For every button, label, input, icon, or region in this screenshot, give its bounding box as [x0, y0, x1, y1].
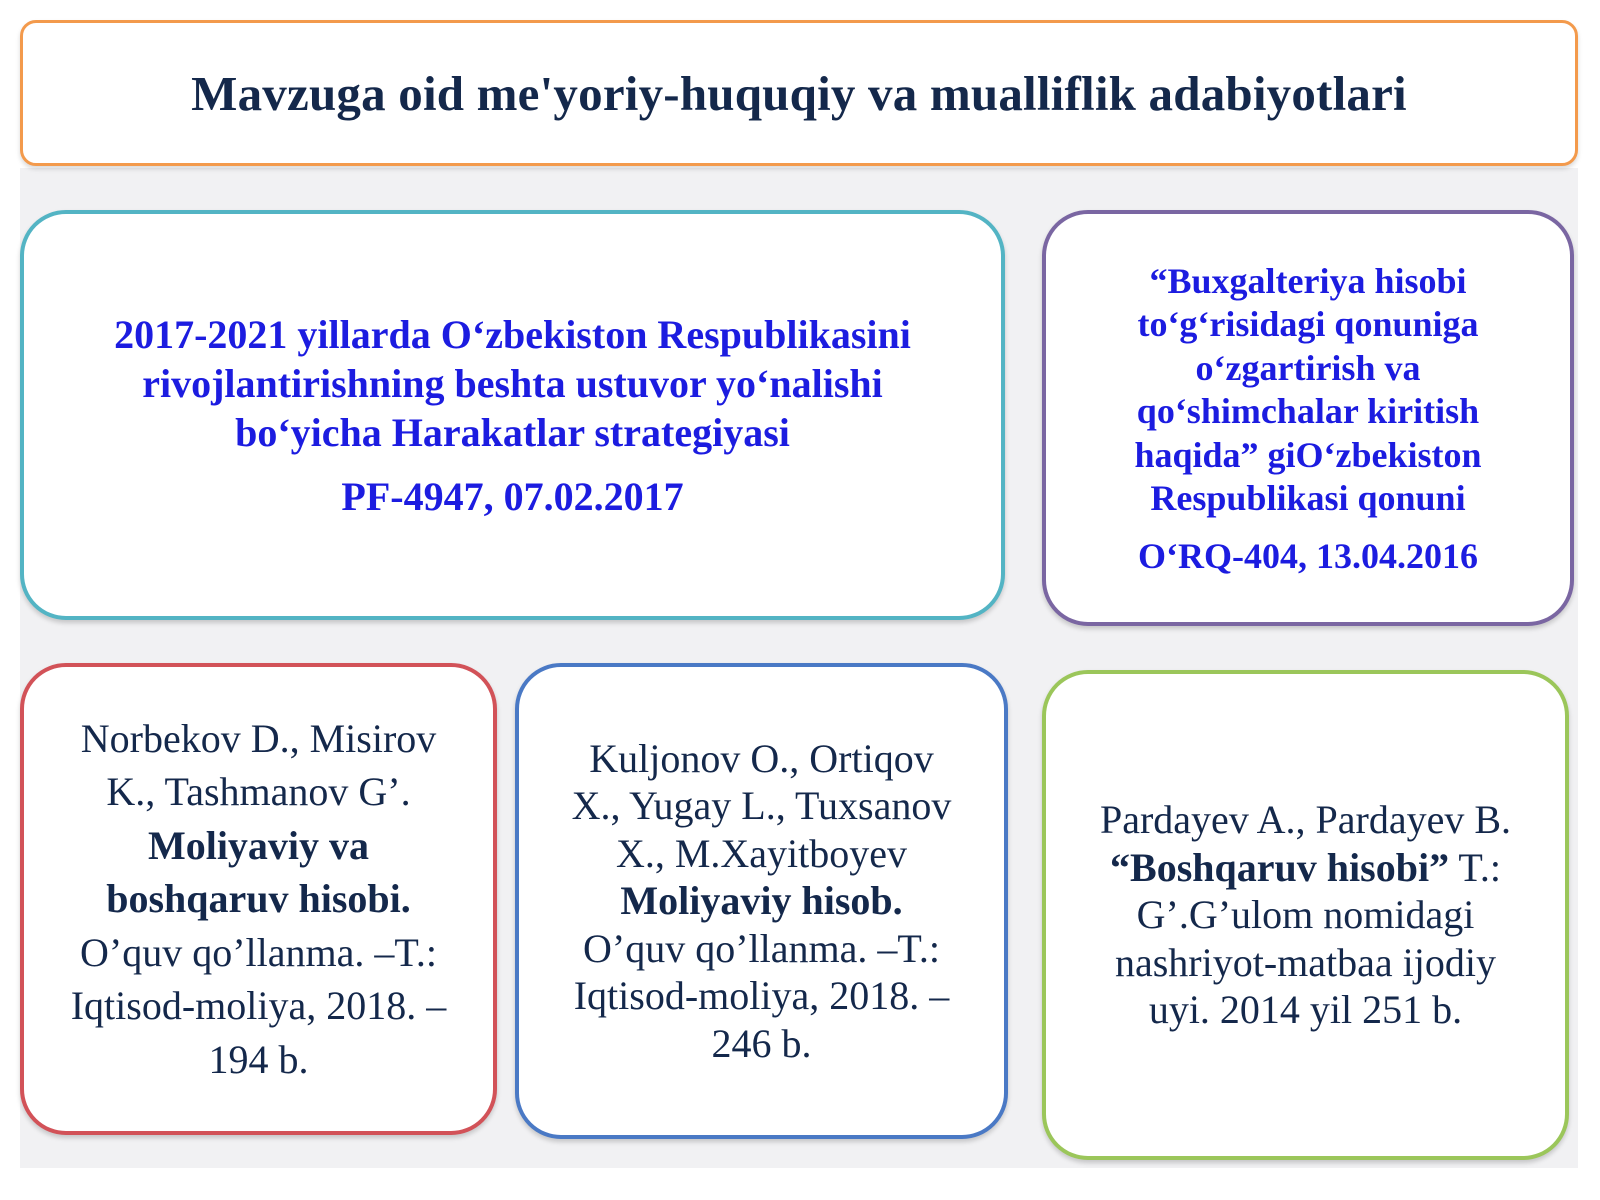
reference-line: K., Tashmanov G’. — [106, 769, 411, 815]
reference-line: X., M.Xayitboyev — [615, 830, 908, 876]
reference-line: 246 b. — [711, 1020, 812, 1066]
reference-line-tail: T.: — [1449, 844, 1501, 890]
reference-line: Iqtisod-moliya, 2018. – — [70, 983, 447, 1029]
strategy-line: rivojlantirishning beshta ustuvor yo‘nalishi — [142, 361, 883, 406]
reference-line: nashriyot-matbaa ijodiy — [1114, 939, 1496, 985]
law-code: O‘RQ-404, 13.04.2016 — [1138, 535, 1478, 576]
strategy-line: 2017-2021 yillarda O‘zbekiston Respublikasini — [114, 312, 911, 357]
reference-line: G’.G’ulom nomidagi — [1136, 892, 1475, 938]
reference-line: O’quv qo’llanma. –T.: — [80, 929, 437, 975]
reference-text — [572, 735, 952, 1068]
reference-line: Pardayev A., Pardayev B. — [1099, 797, 1511, 843]
law-line: haqida” giO‘zbekiston — [1134, 434, 1482, 475]
reference-line — [572, 877, 952, 925]
reference-line: uyi. 2014 yil 251 b. — [1148, 987, 1463, 1033]
law-line: o‘zgartirish va — [1195, 347, 1421, 388]
reference-text — [1100, 796, 1511, 1034]
strategy-title — [114, 310, 911, 457]
reference-box-2 — [515, 663, 1008, 1139]
reference-book-title: boshqaruv hisobi. — [106, 876, 411, 922]
reference-line: 194 b. — [208, 1036, 309, 1082]
reference-line: Iqtisod-moliya, 2018. – — [573, 973, 950, 1019]
reference-book-title: Moliyaviy hisob. — [620, 878, 903, 924]
law-line: Respublikasi qonuni — [1150, 478, 1466, 518]
reference-line: Norbekov D., Misirov — [80, 715, 437, 761]
reference-line — [1100, 844, 1511, 892]
reference-box-3 — [1042, 670, 1569, 1160]
reference-line: X., Yugay L., Tuxsanov — [571, 783, 952, 829]
reference-line: O’quv qo’llanma. –T.: — [583, 925, 940, 971]
reference-text — [71, 712, 447, 1087]
reference-line: Kuljonov O., Ortiqov — [589, 735, 934, 781]
reference-book-title: “Boshqaruv hisobi” — [1110, 844, 1450, 890]
reference-book-title: Moliyaviy va — [147, 822, 370, 868]
reference-line — [71, 819, 447, 873]
strategy-box — [20, 210, 1005, 620]
reference-box-1 — [20, 663, 497, 1135]
reference-line — [71, 872, 447, 926]
law-title — [1134, 260, 1481, 521]
law-line: qo‘shimchalar kiritish — [1136, 391, 1480, 431]
strategy-line: bo‘yicha Harakatlar strategiyasi — [235, 410, 790, 455]
law-line: to‘g‘risidagi qonuniga — [1137, 304, 1479, 344]
title-box — [20, 20, 1578, 166]
page-title: Mavzuga oid me'yoriy-huquqiy va mualliflik adabiyotlari — [191, 65, 1407, 121]
law-line: “Buxgalteriya hisobi — [1149, 260, 1467, 301]
strategy-code: PF-4947, 07.02.2017 — [341, 474, 684, 519]
law-box — [1042, 210, 1574, 626]
